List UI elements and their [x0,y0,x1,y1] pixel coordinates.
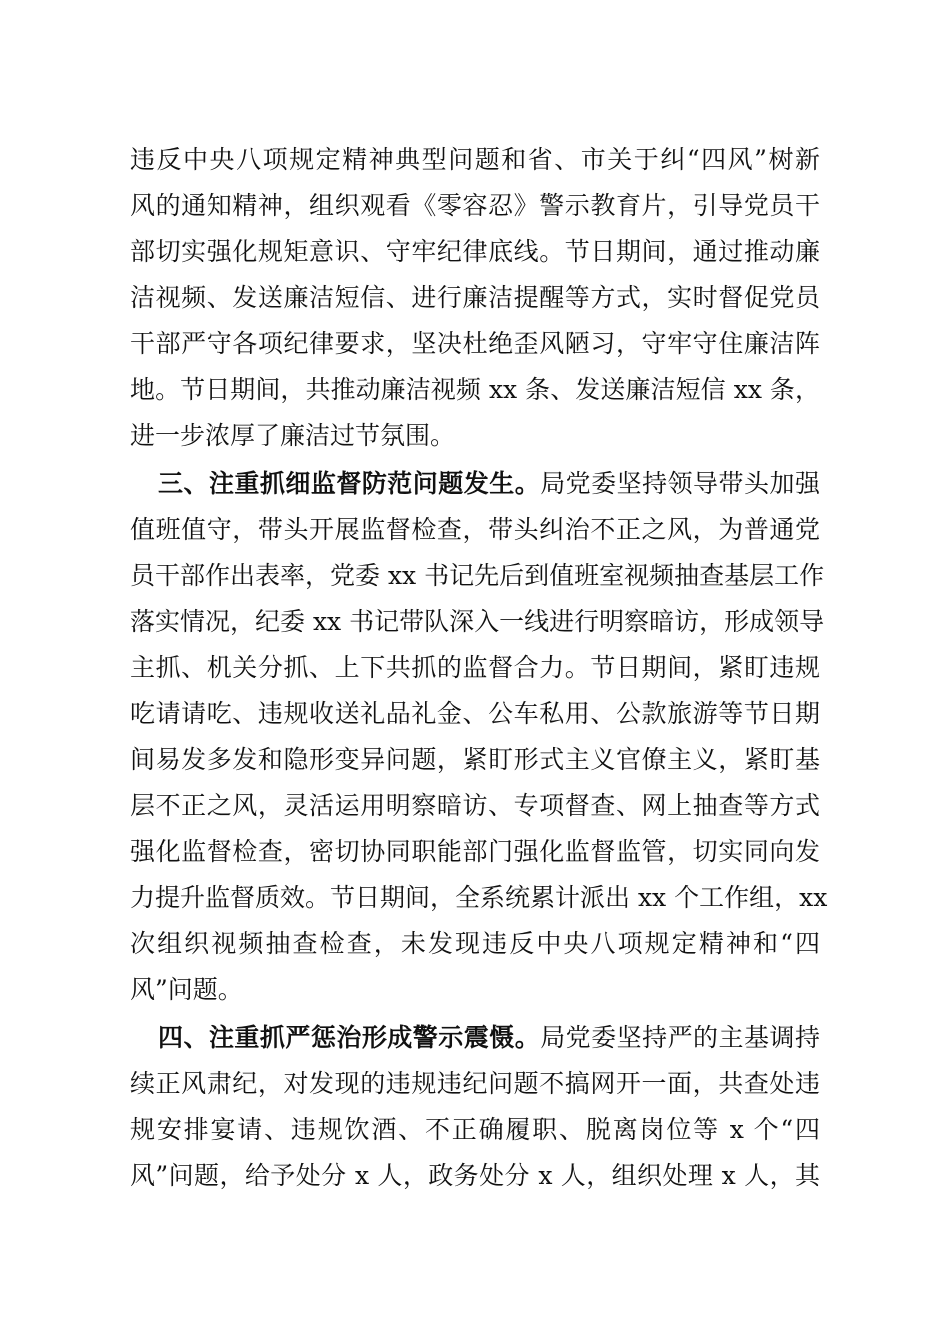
text-line: 风的通知精神，组织观看《零容忍》警示教育片，引导党员干 [130,191,820,220]
text-line: 风”问题。 [130,975,243,1004]
text-line: 违反中央八项规定精神典型问题和省、市关于纠“四风”树新 [130,145,820,174]
text-line: 地。节日期间，共推动廉洁视频 xx 条、发送廉洁短信 xx 条， [130,375,820,404]
section-4-first-line-text: 局党委坚持严的主基调持 [540,1023,820,1052]
text-line: 续正风肃纪，对发现的违规违纪问题不搞网开一面，共查处违 [130,1069,820,1098]
section-4-heading: 四、注重抓严惩治形成警示震慑。 [158,1023,541,1052]
text-line: 吃请请吃、违规收送礼品礼金、公车私用、公款旅游等节日期 [130,699,820,728]
text-line: 值班值守，带头开展监督检查，带头纠治不正之风，为普通党 [130,515,820,544]
section-4-first-line [158,1018,820,1058]
text-line: 风”问题，给予处分 x 人，政务处分 x 人，组织处理 x 人，其 [130,1161,820,1190]
text-line: 主抓、机关分抓、上下共抓的监督合力。节日期间，紧盯违规 [130,653,820,682]
text-line: 力提升监督质效。节日期间，全系统累计派出 xx 个工作组，xx [130,883,828,912]
text-line: 进一步浓厚了廉洁过节氛围。 [130,421,456,450]
text-line: 员干部作出表率，党委 xx 书记先后到值班室视频抽查基层工作 [130,561,825,590]
text-line: 次组织视频抽查检查，未发现违反中央八项规定精神和“四 [130,929,820,958]
section-3-first-line [158,464,820,504]
text-line: 落实情况，纪委 xx 书记带队深入一线进行明察暗访，形成领导 [130,607,825,636]
section-3-heading: 三、注重抓细监督防范问题发生。 [158,469,541,498]
text-line: 部切实强化规矩意识、守牢纪律底线。节日期间，通过推动廉 [130,237,820,266]
text-line: 强化监督检查，密切协同职能部门强化监督监管，切实同向发 [130,837,820,866]
text-line: 规安排宴请、违规饮酒、不正确履职、脱离岗位等 x 个“四 [130,1115,820,1144]
text-line: 干部严守各项纪律要求，坚决杜绝歪风陋习，守牢守住廉洁阵 [130,329,820,358]
text-line: 洁视频、发送廉洁短信、进行廉洁提醒等方式，实时督促党员 [130,283,820,312]
section-3-first-line-text: 局党委坚持领导带头加强 [540,469,820,498]
text-line: 层不正之风，灵活运用明察暗访、专项督查、网上抽查等方式 [130,791,820,820]
text-line: 间易发多发和隐形变异问题，紧盯形式主义官僚主义，紧盯基 [130,745,820,774]
